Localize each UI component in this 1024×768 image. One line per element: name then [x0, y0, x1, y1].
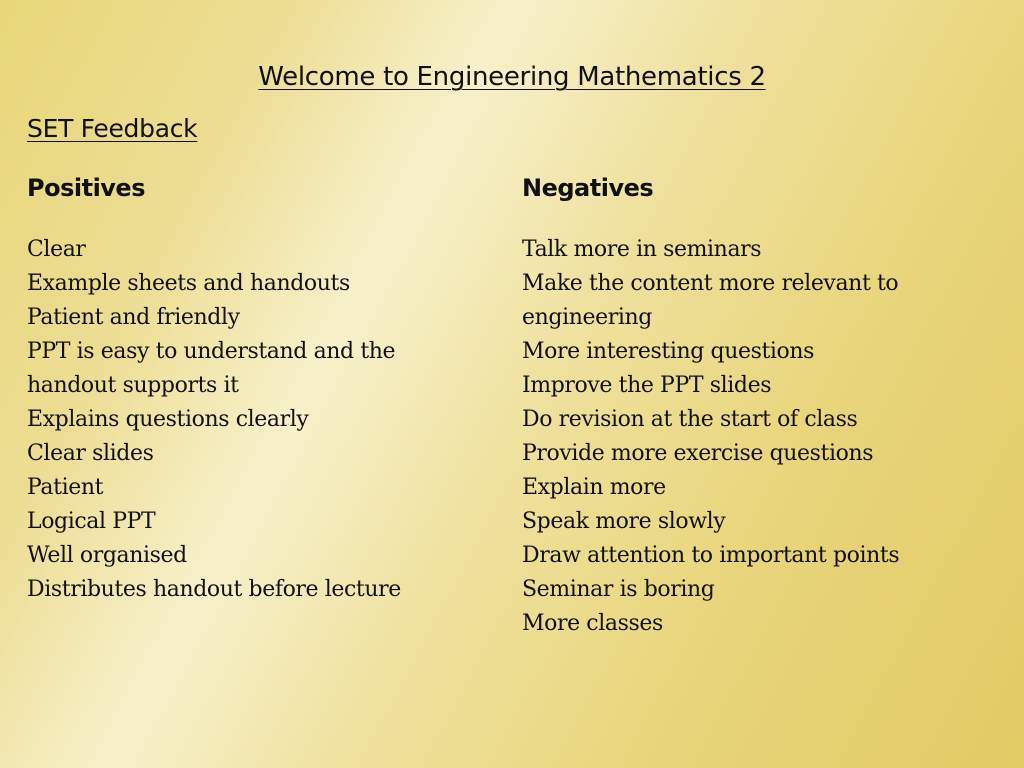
negative-item: Do revision at the start of class: [522, 407, 858, 432]
negatives-list: [522, 233, 972, 641]
negative-item: Provide more exercise questions: [522, 441, 874, 466]
positive-item: Clear slides: [27, 441, 154, 466]
positive-item: Well organised: [27, 543, 187, 568]
negative-item: More classes: [522, 611, 663, 636]
negative-item: Speak more slowly: [522, 509, 726, 534]
negative-item: Seminar is boring: [522, 577, 715, 602]
positive-item: Logical PPT: [27, 509, 156, 534]
positives-list: [27, 233, 477, 607]
slide-subtitle: SET Feedback: [27, 114, 198, 143]
negative-item: Make the content more relevant to engineering: [522, 271, 899, 330]
positive-item: Distributes handout before lecture: [27, 577, 401, 602]
negative-item: Improve the PPT slides: [522, 373, 772, 398]
negatives-heading: Negatives: [522, 174, 654, 202]
negative-item: More interesting questions: [522, 339, 815, 364]
positive-item: Explains questions clearly: [27, 407, 309, 432]
positive-item: Patient and friendly: [27, 305, 240, 330]
positive-item: Example sheets and handouts: [27, 271, 350, 296]
negative-item: Explain more: [522, 475, 666, 500]
slide-title: Welcome to Engineering Mathematics 2: [258, 62, 766, 92]
positive-item: PPT is easy to understand and the handout supports it: [27, 339, 396, 398]
negative-item: Talk more in seminars: [522, 237, 762, 262]
negative-item: Draw attention to important points: [522, 543, 900, 568]
positive-item: Patient: [27, 475, 104, 500]
positives-heading: Positives: [27, 174, 145, 202]
positive-item: Clear: [27, 237, 86, 262]
